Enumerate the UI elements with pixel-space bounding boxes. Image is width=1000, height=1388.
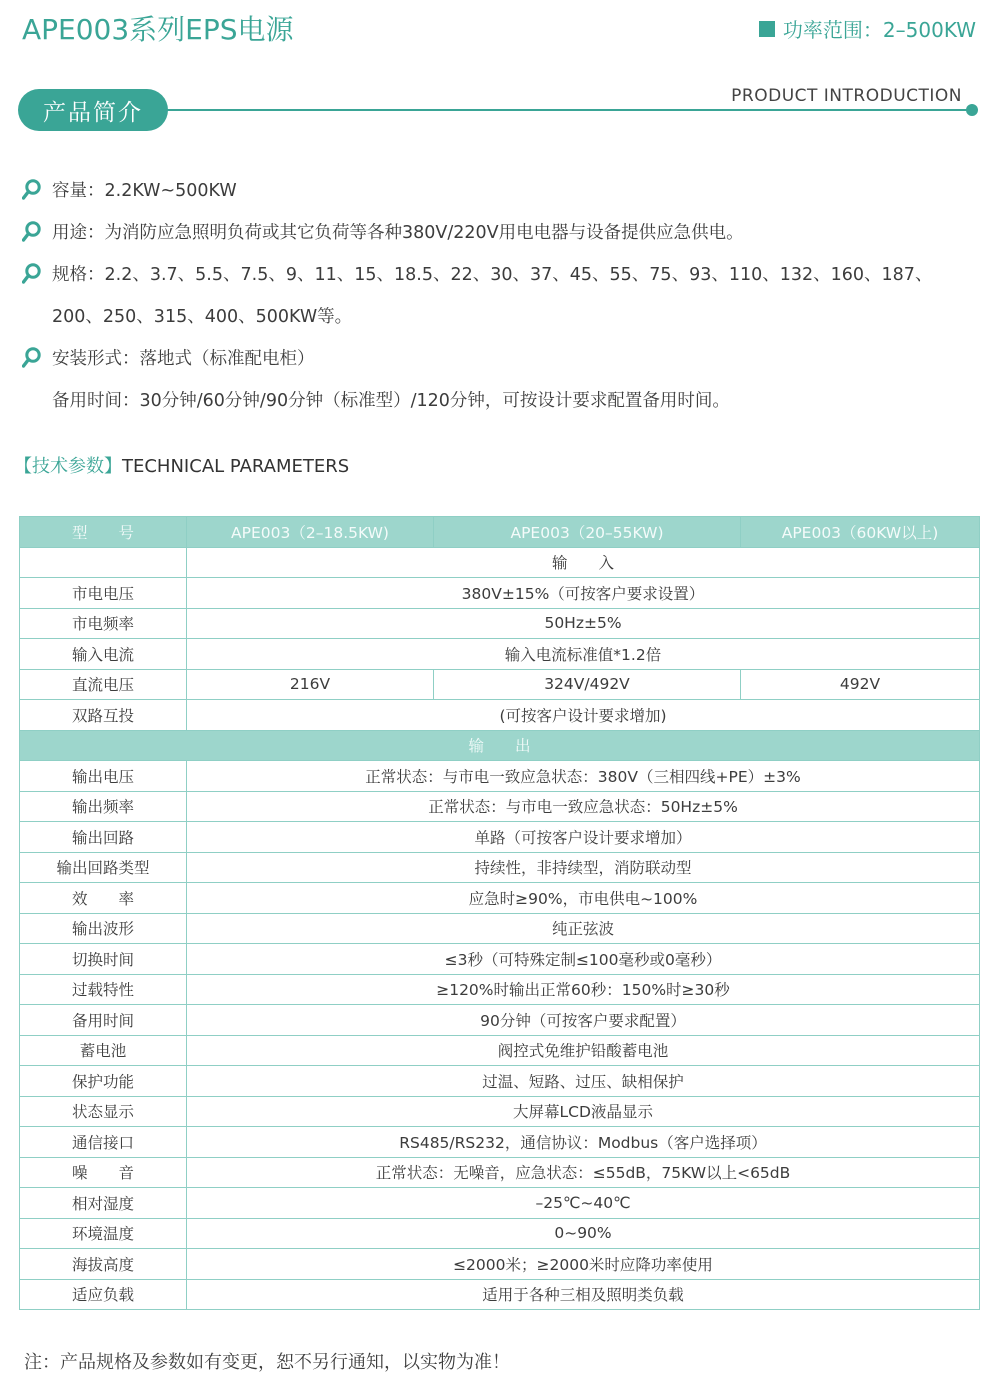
intro-item-capacity: 容量： 2.2KW~500KW: [22, 170, 982, 212]
magnifier-icon: [22, 212, 52, 243]
intro-item-usage: 用途： 为消防应急照明负荷或其它负荷等各种380V/220V用电电器与设备提供应急供电。: [22, 212, 982, 254]
row-label: 环境温度: [20, 1218, 187, 1249]
input-section-row: [20, 547, 980, 578]
row-value: –25℃~40℃: [187, 1188, 980, 1219]
magnifier-icon: [22, 170, 52, 201]
row-label: 噪 音: [20, 1157, 187, 1188]
table-row: [20, 700, 980, 731]
row-value: RS485/RS232，通信协议：Modbus（客户选择项）: [187, 1127, 980, 1158]
table-row: [20, 1188, 980, 1219]
row-label: 效 率: [20, 883, 187, 914]
table-row: [20, 1035, 980, 1066]
row-value: 正常状态：与市电一致应急状态：50Hz±5%: [187, 791, 980, 822]
table-row: [20, 1066, 980, 1097]
header-col2: APE003（20–55KW): [434, 517, 741, 548]
row-value: 输入电流标准值*1.2倍: [187, 639, 980, 670]
divider-dot-icon: [966, 104, 978, 116]
table-row: [20, 761, 980, 792]
tech-heading: [14, 452, 349, 478]
row-label: 适应负载: [20, 1279, 187, 1310]
table-row: [20, 639, 980, 670]
row-value: 90分钟（可按客户要求配置）: [187, 1005, 980, 1036]
row-value: ≥120%时输出正常60秒：150%时≥30秒: [187, 974, 980, 1005]
header-col1: APE003（2–18.5KW): [187, 517, 434, 548]
row-value: 大屏幕LCD液晶显示: [187, 1096, 980, 1127]
square-bullet-icon: [759, 21, 775, 37]
table-header-row: [20, 517, 980, 548]
table-row: [20, 791, 980, 822]
table-row: [20, 1096, 980, 1127]
tech-heading-en: TECHNICAL PARAMETERS: [122, 456, 350, 477]
output-section-title: 输 出: [20, 730, 980, 761]
row-label: 通信接口: [20, 1127, 187, 1158]
section-divider-line: [160, 109, 970, 111]
table-row: [20, 913, 980, 944]
table-row: [20, 578, 980, 609]
row-label: 海拔高度: [20, 1249, 187, 1280]
row-label: 输出波形: [20, 913, 187, 944]
footnote: 注：产品规格及参数如有变更，恕不另行通知，以实物为准！: [24, 1352, 510, 1373]
table-row: [20, 852, 980, 883]
spec-table: [19, 516, 980, 1310]
table-row: [20, 1157, 980, 1188]
row-value: 阀控式免维护铅酸蓄电池: [187, 1035, 980, 1066]
row-value-col2: 324V/492V: [434, 669, 741, 700]
row-value-col1: 216V: [187, 669, 434, 700]
magnifier-icon: [22, 254, 52, 285]
table-row: [20, 822, 980, 853]
row-value: 正常状态：无噪音，应急状态：≤55dB，75KW以上<65dB: [187, 1157, 980, 1188]
intro-list: [22, 170, 982, 422]
header-model: 型 号: [20, 517, 187, 548]
row-label: 输出频率: [20, 791, 187, 822]
row-label: 备用时间: [20, 1005, 187, 1036]
row-label: 输出回路: [20, 822, 187, 853]
row-label: 市电电压: [20, 578, 187, 609]
table-row: [20, 883, 980, 914]
header-col3: APE003（60KW以上): [741, 517, 980, 548]
row-label: 输出回路类型: [20, 852, 187, 883]
row-value: 单路（可按客户设计要求增加）: [187, 822, 980, 853]
section-label-intro-english: PRODUCT INTRODUCTION: [731, 86, 962, 106]
row-value: 应急时≥90%，市电供电~100%: [187, 883, 980, 914]
row-value: ≤3秒（可特殊定制≤100毫秒或0毫秒）: [187, 944, 980, 975]
row-value: 过温、短路、过压、缺相保护: [187, 1066, 980, 1097]
table-row: [20, 1218, 980, 1249]
table-row: [20, 608, 980, 639]
table-row: [20, 1279, 980, 1310]
table-row: [20, 1005, 980, 1036]
row-label: 相对湿度: [20, 1188, 187, 1219]
row-value: 50Hz±5%: [187, 608, 980, 639]
row-label: 蓄电池: [20, 1035, 187, 1066]
intro-item-install: 安装形式： 落地式（标准配电柜）: [22, 338, 982, 380]
table-row: [20, 944, 980, 975]
row-label: 双路互投: [20, 700, 187, 731]
magnifier-icon: [22, 338, 52, 369]
table-row: [20, 1127, 980, 1158]
row-label: 状态显示: [20, 1096, 187, 1127]
row-label: 保护功能: [20, 1066, 187, 1097]
table-row-dc-voltage: [20, 669, 980, 700]
row-label: 输入电流: [20, 639, 187, 670]
row-value: 380V±15%（可按客户要求设置）: [187, 578, 980, 609]
input-section-title: 输 入: [187, 547, 980, 578]
intro-item-spec: 规格： 2.2、3.7、5.5、7.5、9、11、15、18.5、22、30、37、45、55、75、93、110、132、160、187、: [22, 254, 982, 296]
row-label: 过载特性: [20, 974, 187, 1005]
section-label-intro: 产品简介: [18, 89, 168, 131]
row-value: 适用于各种三相及照明类负载: [187, 1279, 980, 1310]
intro-item-backup: 备用时间： 30分钟/60分钟/90分钟（标准型）/120分钟，可按设计要求配置备用时间。: [52, 391, 730, 411]
output-section-row: [20, 730, 980, 761]
row-label: 市电频率: [20, 608, 187, 639]
output-rows: [20, 761, 980, 1310]
table-row: [20, 974, 980, 1005]
power-range-text: 功率范围：2–500KW: [782, 18, 976, 42]
row-label: 输出电压: [20, 761, 187, 792]
table-row: [20, 1249, 980, 1280]
row-label: 切换时间: [20, 944, 187, 975]
row-value-col3: 492V: [741, 669, 980, 700]
power-range: [759, 14, 976, 43]
tech-heading-cn: 【技术参数】: [14, 456, 122, 477]
row-value: 0~90%: [187, 1218, 980, 1249]
row-value: (可按客户设计要求增加): [187, 700, 980, 731]
row-value: 正常状态：与市电一致应急状态：380V（三相四线+PE）±3%: [187, 761, 980, 792]
row-value: ≤2000米；≥2000米时应降功率使用: [187, 1249, 980, 1280]
intro-item-spec-cont: 200、250、315、400、500KW等。: [52, 307, 353, 327]
page-title: APE003系列EPS电源: [22, 13, 294, 46]
row-value: 纯正弦波: [187, 913, 980, 944]
row-label: 直流电压: [20, 669, 187, 700]
row-value: 持续性，非持续型，消防联动型: [187, 852, 980, 883]
